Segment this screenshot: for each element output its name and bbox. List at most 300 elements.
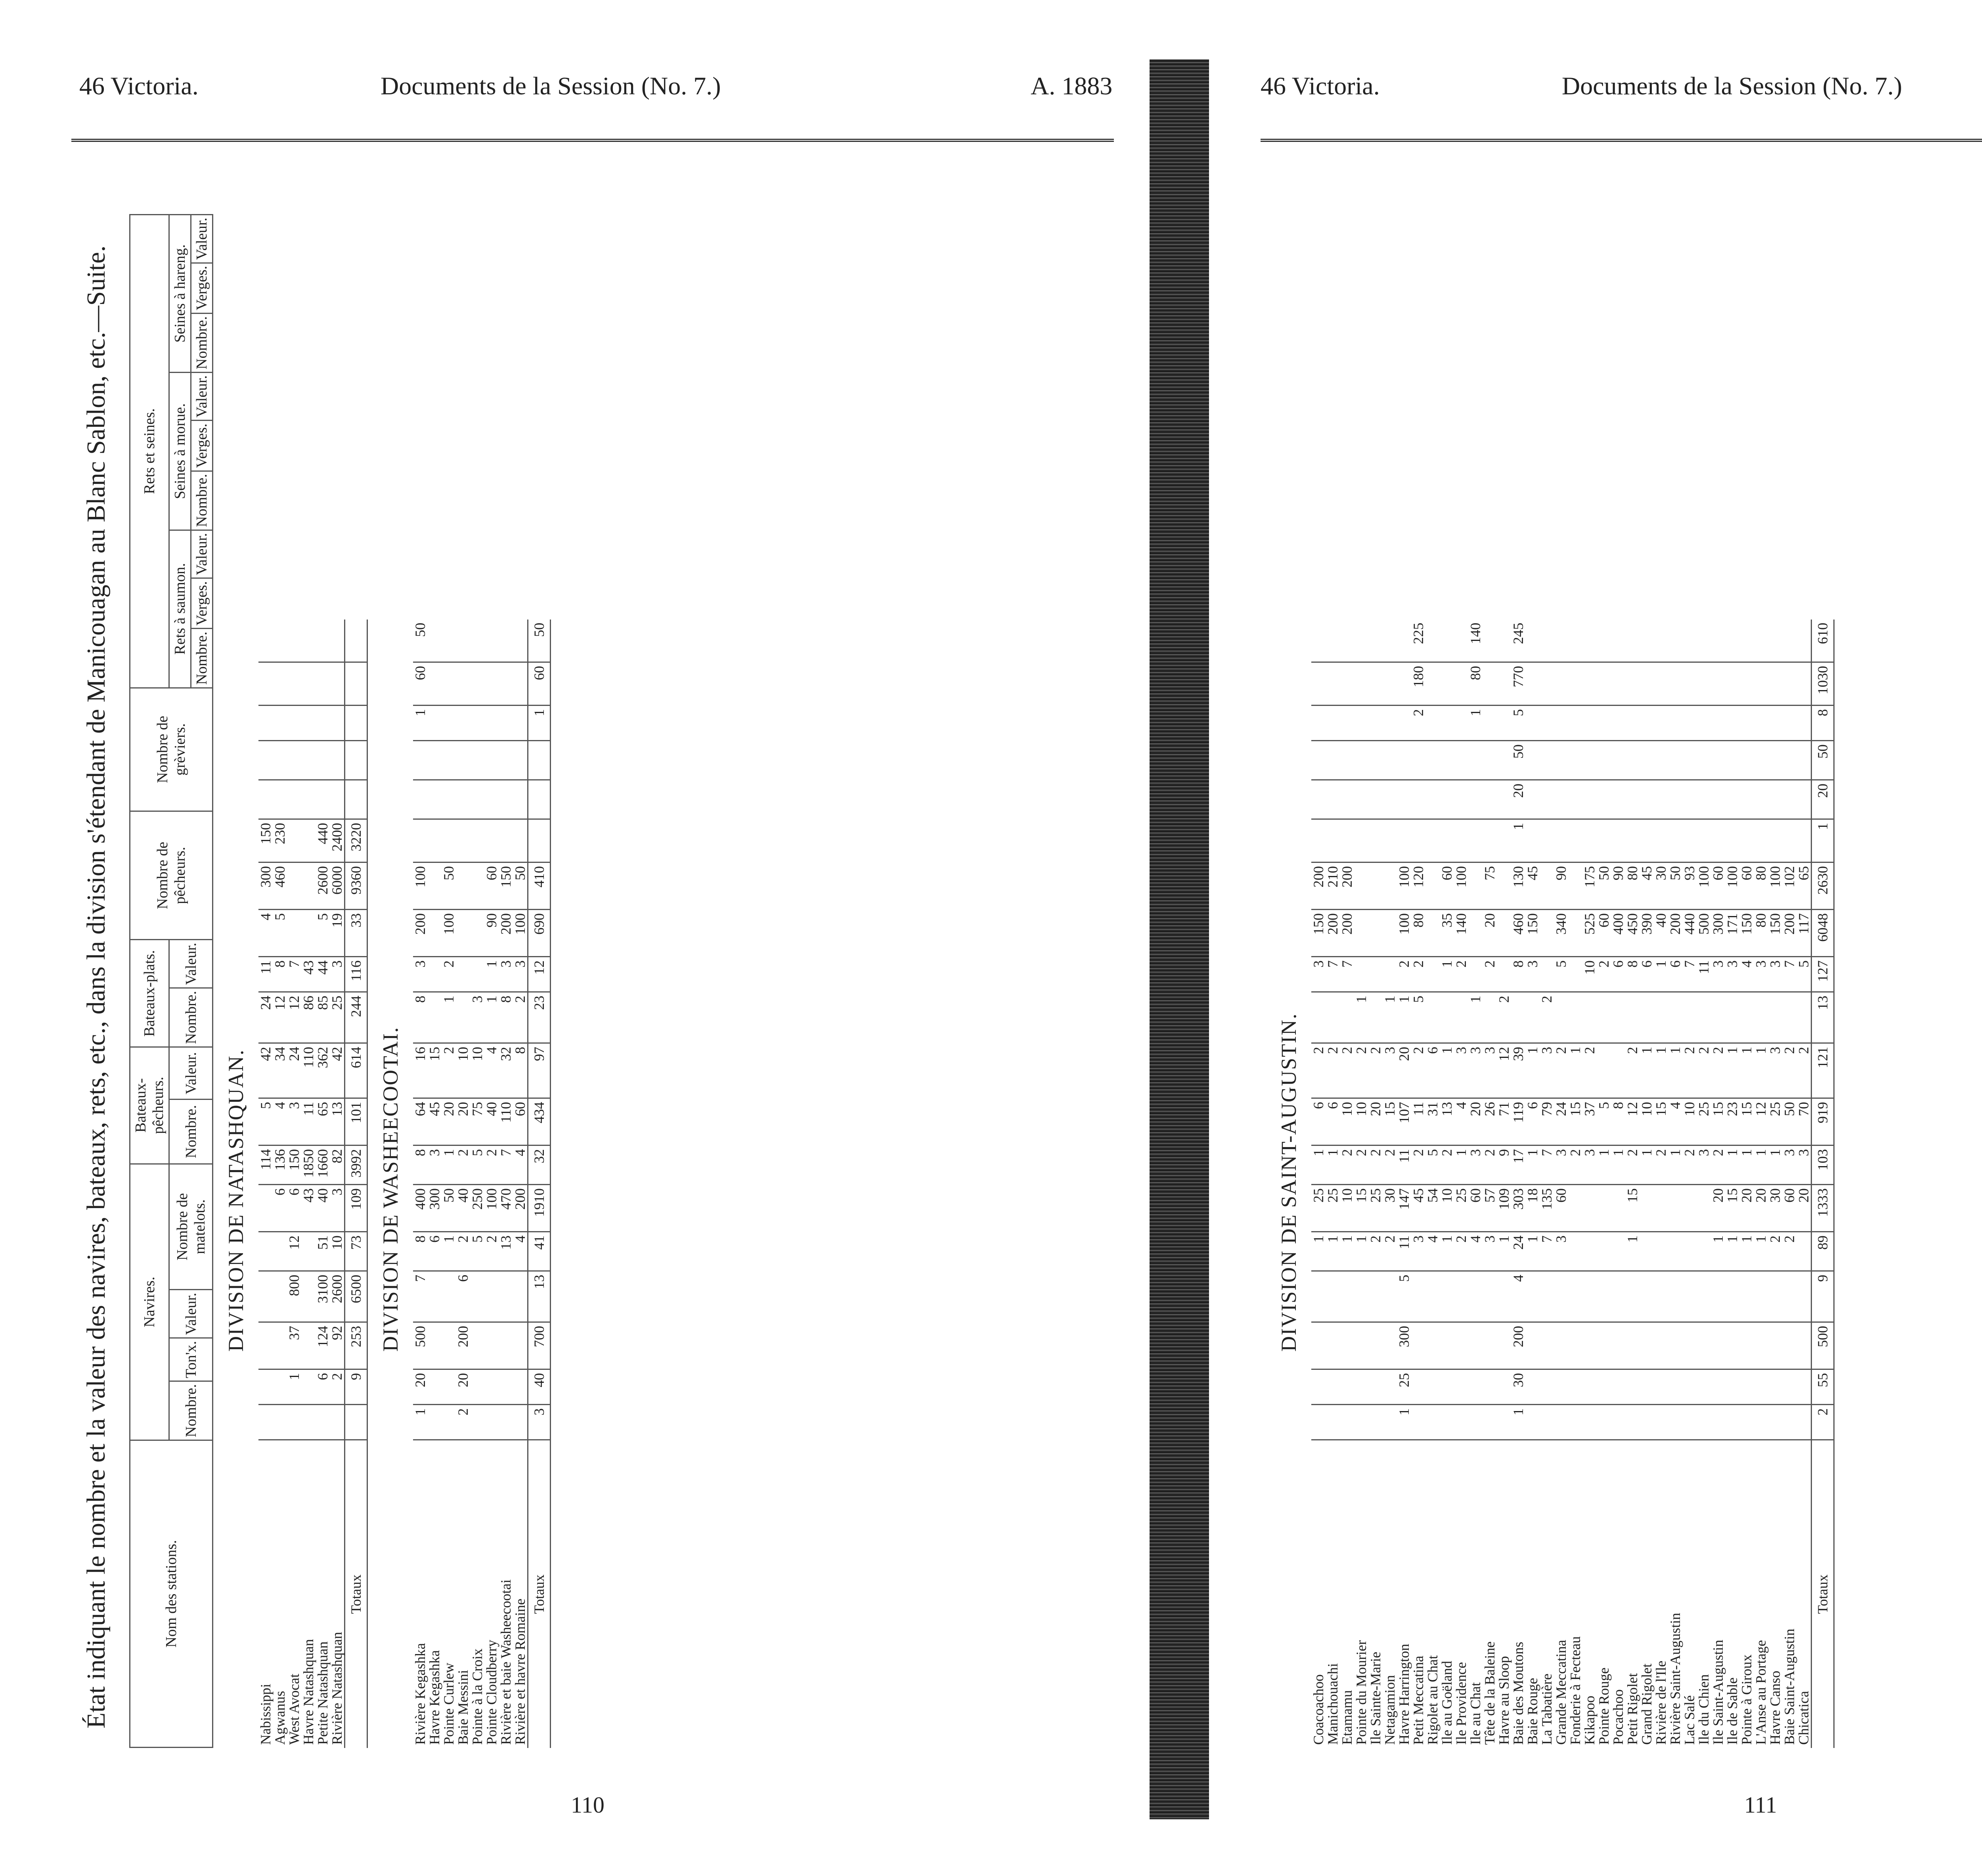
station-name: Pointe Curlew: [441, 1663, 457, 1745]
table-cell: [456, 620, 470, 662]
table-cell: [427, 741, 442, 780]
table-cell: 3: [1525, 957, 1540, 992]
table-cell: [1725, 819, 1739, 862]
table-cell: [499, 1369, 513, 1405]
table-cell: 3: [1411, 1232, 1425, 1271]
table-cell: [287, 741, 301, 780]
table-cell: [1425, 620, 1440, 662]
table-cell: 2: [1368, 1232, 1383, 1271]
column-header-block: [129, 214, 213, 1748]
table-cell: [1440, 741, 1454, 780]
table-cell: [499, 620, 513, 662]
table-cell: [330, 706, 345, 741]
table-cell: [1311, 741, 1326, 780]
table-cell: [1340, 662, 1354, 706]
table-cell: [1782, 1271, 1796, 1322]
table-cell: [456, 706, 470, 741]
table-cell: 1: [442, 1232, 456, 1271]
table-cell: 4: [1511, 1271, 1525, 1322]
table-cell: [1611, 662, 1625, 706]
table-cell: [1483, 780, 1497, 819]
table-cell: [1582, 1232, 1597, 1271]
table-cell: [1354, 957, 1368, 992]
table-cell: 12: [1754, 1098, 1768, 1145]
table-cell: [1468, 957, 1483, 992]
table-cell: 43: [301, 957, 316, 992]
table-cell: 100: [413, 862, 427, 910]
table-cell: 2: [1411, 1043, 1425, 1098]
table-cell: 1: [1440, 957, 1454, 992]
table-cell: [301, 1271, 316, 1322]
table-cell: [1782, 1322, 1796, 1369]
table-cell: [1697, 780, 1711, 819]
table-cell: 24: [1511, 1232, 1525, 1271]
table-cell: 1: [1668, 1145, 1682, 1185]
table-cell: [1454, 1322, 1468, 1369]
table-cell: [1397, 620, 1411, 662]
table-cell: 4: [1425, 1232, 1440, 1271]
table-cell: [1711, 1322, 1725, 1369]
table-cell: 1: [1568, 1043, 1582, 1098]
totals-cell: 20: [1812, 780, 1834, 819]
table-cell: 1: [442, 1145, 456, 1185]
table-cell: 10: [1340, 1098, 1354, 1145]
table-cell: [1625, 1369, 1640, 1405]
table-cell: 1: [1525, 1145, 1540, 1185]
table-cell: 82: [330, 1145, 345, 1185]
table-cell: [1597, 819, 1611, 862]
table-cell: [258, 662, 273, 706]
table-cell: [1368, 1369, 1383, 1405]
table-cell: [1554, 706, 1568, 741]
table-cell: [1568, 862, 1582, 910]
table-cell: 80: [1754, 910, 1768, 957]
table-cell: [301, 706, 316, 741]
table-cell: 10: [470, 1043, 484, 1098]
table-cell: [1668, 1405, 1682, 1440]
station-name: Netagamion: [1382, 1675, 1398, 1745]
station-name: Rivière et havre Romaine: [512, 1599, 528, 1745]
left-table-body: [224, 214, 551, 1748]
table-cell: 3: [1483, 1232, 1497, 1271]
table-row: [316, 620, 330, 1748]
table-cell: 800: [287, 1271, 301, 1322]
table-cell: [258, 1369, 273, 1405]
table-cell: [316, 662, 330, 706]
table-cell: [1354, 780, 1368, 819]
totals-cell: 614: [345, 1043, 367, 1098]
table-cell: 100: [1697, 862, 1711, 910]
header-station: Nom des stations.: [130, 1440, 213, 1748]
table-cell: [1468, 819, 1483, 862]
table-cell: 11: [1697, 957, 1711, 992]
table-row: [287, 620, 301, 1748]
table-cell: [1368, 1271, 1383, 1322]
table-cell: [427, 1271, 442, 1322]
table-cell: 200: [1340, 862, 1354, 910]
table-row: [1796, 620, 1812, 1748]
table-cell: [1425, 1322, 1440, 1369]
table-cell: [1326, 1271, 1340, 1322]
table-cell: 1: [1354, 1232, 1368, 1271]
table-cell: [1340, 780, 1354, 819]
table-cell: 3: [1697, 1145, 1711, 1185]
table-cell: [1568, 992, 1582, 1043]
table-cell: [1668, 1271, 1682, 1322]
table-cell: 1: [1711, 1232, 1725, 1271]
table-cell: [1697, 1405, 1711, 1440]
table-cell: [1311, 819, 1326, 862]
table-cell: [1654, 741, 1668, 780]
table-cell: [258, 780, 273, 819]
table-cell: 2400: [330, 819, 345, 862]
table-cell: 1: [1640, 1043, 1654, 1098]
table-cell: [1754, 992, 1768, 1043]
table-cell: 5: [470, 1232, 484, 1271]
totals-cell: 127: [1812, 957, 1834, 992]
table-cell: [258, 741, 273, 780]
table-cell: 5: [316, 910, 330, 957]
table-cell: [1454, 992, 1468, 1043]
table-cell: [1768, 1369, 1782, 1405]
table-cell: [316, 780, 330, 819]
table-cell: [1739, 819, 1754, 862]
table-cell: [1554, 992, 1568, 1043]
table-cell: 15: [1354, 1185, 1368, 1232]
table-cell: [1597, 741, 1611, 780]
table-cell: 1: [1311, 1145, 1326, 1185]
table-cell: 119: [1511, 1098, 1525, 1145]
table-cell: [258, 1185, 273, 1232]
table-cell: [1654, 1185, 1668, 1232]
table-cell: [287, 819, 301, 862]
table-cell: [273, 620, 287, 662]
totals-cell: 919: [1812, 1098, 1834, 1145]
table-cell: [1497, 662, 1511, 706]
table-cell: [1682, 819, 1697, 862]
table-cell: [1483, 1322, 1497, 1369]
header-hareng-valeur: Valeur.: [191, 215, 213, 263]
table-cell: [1682, 1271, 1697, 1322]
table-cell: [1440, 706, 1454, 741]
table-cell: 300: [1397, 1322, 1411, 1369]
table-cell: [1754, 1369, 1768, 1405]
table-cell: 30: [1768, 1185, 1782, 1232]
table-cell: [1739, 1405, 1754, 1440]
table-cell: [1326, 780, 1340, 819]
table-row: [1754, 620, 1768, 1748]
table-cell: 7: [1782, 957, 1796, 992]
table-cell: 2: [1483, 1145, 1497, 1185]
table-cell: 90: [1554, 862, 1568, 910]
table-cell: [273, 1369, 287, 1405]
table-cell: 60: [1554, 1185, 1568, 1232]
table-cell: 54: [1425, 1185, 1440, 1232]
table-cell: [1697, 992, 1711, 1043]
table-cell: 2: [1397, 957, 1411, 992]
totals-cell: 121: [1812, 1043, 1834, 1098]
table-cell: 1: [1497, 1232, 1511, 1271]
table-cell: [1611, 1185, 1625, 1232]
table-row: [1354, 620, 1368, 1748]
station-name: Pointe à Giroux: [1739, 1654, 1754, 1745]
table-cell: 4: [258, 910, 273, 957]
table-cell: 80: [1754, 862, 1768, 910]
table-cell: [1540, 706, 1554, 741]
table-cell: [1597, 620, 1611, 662]
table-cell: 1: [1354, 992, 1368, 1043]
table-cell: 6: [427, 1232, 442, 1271]
table-cell: [1640, 662, 1654, 706]
table-cell: [301, 662, 316, 706]
table-cell: [1725, 741, 1739, 780]
table-cell: 15: [427, 1043, 442, 1098]
table-cell: [1497, 862, 1511, 910]
table-cell: [1440, 1271, 1454, 1322]
header-bp-valeur: Valeur.: [169, 1047, 213, 1099]
table-cell: 1: [1668, 1043, 1682, 1098]
table-cell: 210: [1326, 862, 1340, 910]
table-cell: [1326, 706, 1340, 741]
table-cell: 2: [1782, 1043, 1796, 1098]
totals-cell: 3220: [345, 819, 367, 862]
table-cell: 1: [1468, 992, 1483, 1043]
header-greviers: Nombre de grèviers.: [130, 688, 213, 811]
station-name: Ile au Goëland: [1439, 1661, 1455, 1745]
table-cell: 2: [1454, 1232, 1468, 1271]
table-cell: 1: [1326, 1232, 1340, 1271]
table-cell: [513, 1405, 528, 1440]
table-row: [1411, 620, 1425, 1748]
table-cell: [470, 780, 484, 819]
totals-cell: 33: [345, 910, 367, 957]
table-cell: [1625, 741, 1640, 780]
table-cell: [1483, 662, 1497, 706]
table-cell: [513, 741, 528, 780]
table-cell: [1340, 741, 1354, 780]
table-cell: [413, 741, 427, 780]
table-cell: [1611, 780, 1625, 819]
table-cell: [427, 620, 442, 662]
table-cell: 7: [1326, 957, 1340, 992]
table-cell: 1: [1725, 1043, 1739, 1098]
table-cell: [1582, 741, 1597, 780]
table-cell: 6: [1668, 957, 1682, 992]
table-cell: 136: [273, 1145, 287, 1185]
table-cell: 5: [1425, 1145, 1440, 1185]
station-name: Ile de Sable: [1724, 1677, 1740, 1745]
table-cell: 2: [456, 1145, 470, 1185]
totals-cell: 3992: [345, 1145, 367, 1185]
totals-cell: 434: [528, 1098, 551, 1145]
table-cell: 1: [1397, 992, 1411, 1043]
table-cell: [1796, 780, 1812, 819]
table-cell: [456, 662, 470, 706]
table-cell: [1768, 741, 1782, 780]
table-cell: 20: [442, 1098, 456, 1145]
station-name: Rivière et baie Washeecootai: [498, 1579, 514, 1745]
table-cell: 3: [1768, 957, 1782, 992]
table-row: [499, 620, 513, 1748]
totals-cell: 500: [1812, 1322, 1834, 1369]
table-cell: [1768, 992, 1782, 1043]
table-cell: [1682, 1369, 1697, 1405]
table-cell: [513, 620, 528, 662]
header-rets-seines: Rets et seines.: [130, 215, 169, 688]
table-cell: [1782, 992, 1796, 1043]
table-cell: [273, 1405, 287, 1440]
table-cell: 15: [1654, 1098, 1668, 1145]
table-cell: [442, 662, 456, 706]
table-cell: [1397, 780, 1411, 819]
table-cell: 26: [1483, 1098, 1497, 1145]
table-row: [1397, 620, 1411, 1748]
table-cell: [1697, 741, 1711, 780]
table-cell: 79: [1540, 1098, 1554, 1145]
table-cell: 250: [470, 1185, 484, 1232]
table-cell: 60: [1440, 862, 1454, 910]
table-cell: 1: [1397, 1405, 1411, 1440]
table-row: [1340, 620, 1354, 1748]
table-cell: [273, 780, 287, 819]
table-cell: [442, 1271, 456, 1322]
table-cell: 1: [1654, 1043, 1668, 1098]
table-cell: [1411, 780, 1425, 819]
table-cell: 150: [287, 1145, 301, 1185]
table-cell: [1582, 819, 1597, 862]
totals-cell: 2630: [1812, 862, 1834, 910]
table-cell: [1754, 780, 1768, 819]
table-cell: 2600: [316, 862, 330, 910]
table-cell: [1468, 1405, 1483, 1440]
table-cell: [484, 1322, 499, 1369]
table-cell: [484, 1369, 499, 1405]
table-cell: 20: [1368, 1098, 1383, 1145]
table-row: [1483, 620, 1497, 1748]
table-cell: 245: [1511, 620, 1525, 662]
table-cell: 300: [258, 862, 273, 910]
table-cell: [1711, 780, 1725, 819]
table-cell: [427, 1405, 442, 1440]
table-cell: 3: [499, 957, 513, 992]
table-cell: [456, 862, 470, 910]
table-cell: [258, 706, 273, 741]
table-cell: 130: [1511, 862, 1525, 910]
table-cell: [1568, 1322, 1582, 1369]
table-cell: 1: [484, 957, 499, 992]
table-cell: [1654, 992, 1668, 1043]
table-cell: [1383, 1271, 1397, 1322]
table-cell: [1711, 1405, 1725, 1440]
station-name: Ile Providence: [1453, 1662, 1469, 1745]
table-cell: [316, 620, 330, 662]
table-cell: [1354, 1369, 1368, 1405]
table-cell: 4: [484, 1043, 499, 1098]
table-cell: 15: [1383, 1098, 1397, 1145]
table-cell: [470, 741, 484, 780]
table-cell: 7: [287, 957, 301, 992]
table-cell: 6: [456, 1271, 470, 1322]
table-cell: 770: [1511, 662, 1525, 706]
totals-cell: 244: [345, 992, 367, 1043]
table-cell: 13: [499, 1232, 513, 1271]
table-cell: 10: [1340, 1185, 1354, 1232]
totals-cell: 1910: [528, 1185, 551, 1232]
table-cell: 102: [1782, 862, 1796, 910]
table-cell: [456, 957, 470, 992]
table-cell: 225: [1411, 620, 1425, 662]
table-cell: [1611, 620, 1625, 662]
station-name: Nabissippi: [258, 1683, 274, 1745]
table-cell: [1454, 1405, 1468, 1440]
table-cell: 5: [1411, 992, 1425, 1043]
table-row: [1511, 620, 1525, 1748]
table-cell: [513, 1322, 528, 1369]
station-name: Rigolet au Chat: [1425, 1655, 1441, 1745]
table-cell: [1483, 1405, 1497, 1440]
table-cell: 7: [1682, 957, 1697, 992]
table-cell: [1468, 862, 1483, 910]
table-cell: [484, 819, 499, 862]
table-cell: 1: [1768, 1145, 1782, 1185]
table-cell: 150: [258, 819, 273, 862]
table-cell: [1796, 1232, 1812, 1271]
division-table: [1311, 620, 1835, 1748]
table-cell: [1326, 1405, 1340, 1440]
table-cell: 175: [1582, 862, 1597, 910]
table-cell: [273, 662, 287, 706]
table-cell: [1354, 620, 1368, 662]
table-cell: [470, 862, 484, 910]
totals-cell: 253: [345, 1322, 367, 1369]
table-cell: [442, 1322, 456, 1369]
header-left: 46 Victoria.: [79, 72, 199, 100]
table-cell: [1425, 780, 1440, 819]
totals-cell: 6048: [1812, 910, 1834, 957]
table-cell: [1368, 1405, 1383, 1440]
table-cell: 50: [1782, 1098, 1796, 1145]
table-cell: [1540, 910, 1554, 957]
table-cell: 6: [287, 1185, 301, 1232]
table-cell: [1654, 1369, 1668, 1405]
division-title: DIVISION DE SAINT-AUGUSTIN.: [1277, 1013, 1301, 1352]
table-cell: [1682, 1232, 1697, 1271]
table-cell: [1411, 819, 1425, 862]
table-cell: [1540, 1369, 1554, 1405]
table-cell: [1311, 662, 1326, 706]
table-cell: 2: [1568, 1145, 1582, 1185]
table-cell: 13: [1440, 1098, 1454, 1145]
table-cell: [1582, 992, 1597, 1043]
table-cell: 5: [1554, 957, 1568, 992]
totals-cell: 23: [528, 992, 551, 1043]
table-cell: [330, 1405, 345, 1440]
table-cell: 1: [1511, 819, 1525, 862]
table-cell: [1368, 620, 1383, 662]
table-cell: [1540, 620, 1554, 662]
table-cell: 5: [1397, 1271, 1411, 1322]
header-bateaux-plats: Bateaux-plats.: [130, 940, 169, 1047]
table-cell: [1383, 662, 1397, 706]
table-cell: [1454, 662, 1468, 706]
table-cell: 3: [513, 957, 528, 992]
table-cell: [1668, 1232, 1682, 1271]
table-cell: 3: [1383, 1043, 1397, 1098]
table-cell: 1: [1525, 1043, 1540, 1098]
header-bplat-valeur: Valeur.: [169, 940, 213, 988]
table-cell: 50: [1668, 862, 1682, 910]
table-cell: [1582, 1322, 1597, 1369]
